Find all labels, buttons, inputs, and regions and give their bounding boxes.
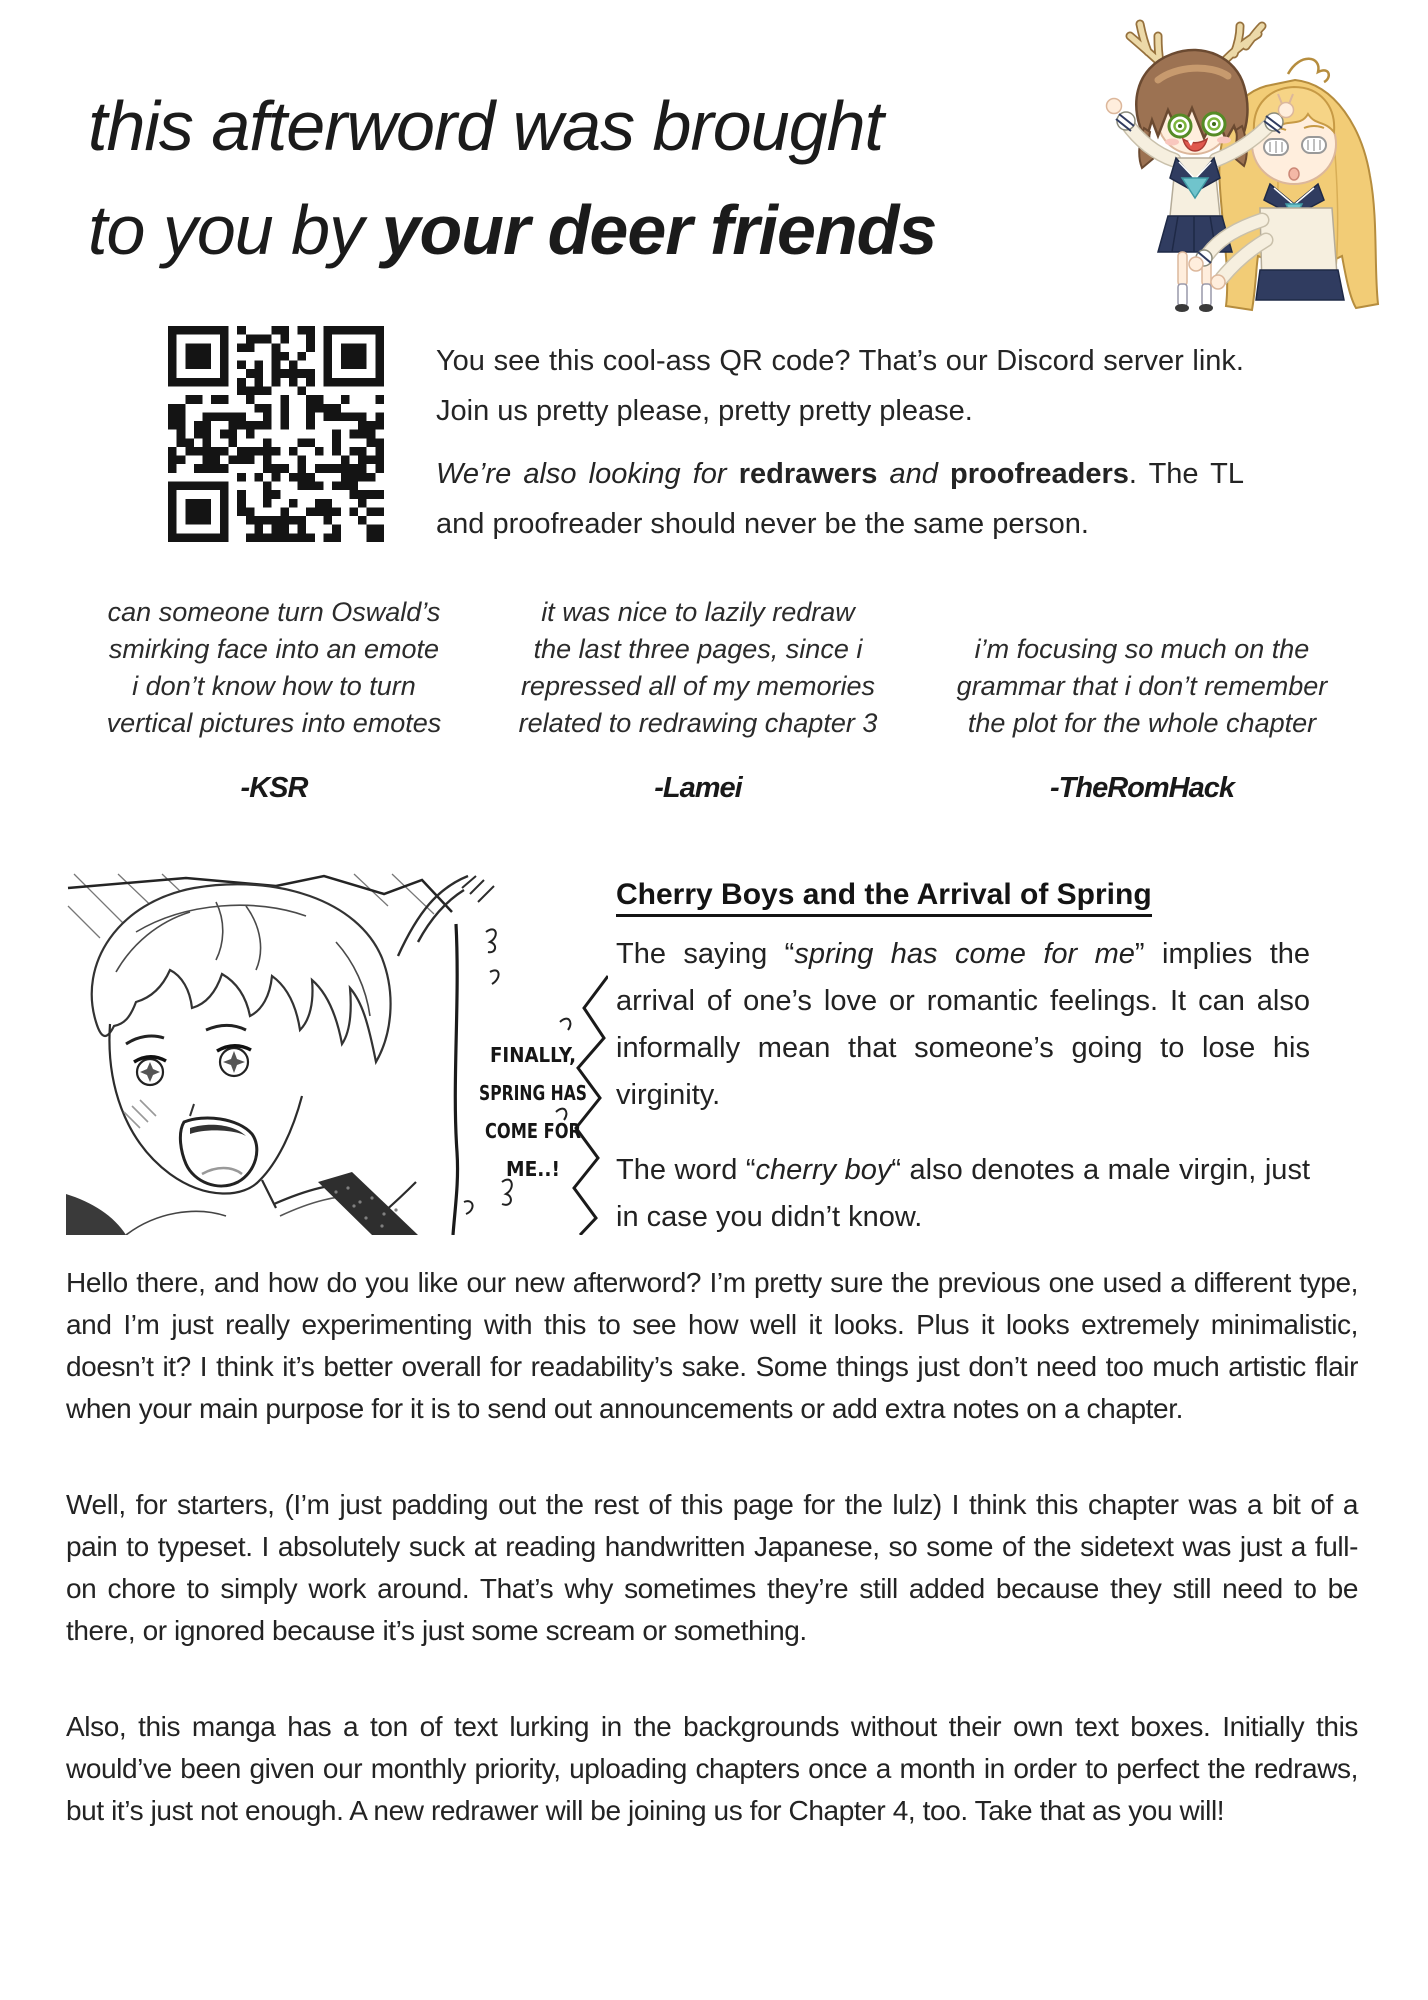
note-heading: Cherry Boys and the Arrival of Spring bbox=[616, 878, 1310, 912]
svg-text:COME FOR: COME FOR bbox=[485, 1119, 581, 1143]
body-paragraph-1: Hello there, and how do you like our new afterword? I’m pretty sure the previous one used a different type, and I’m just really experimenting with this to see how well it looks. Plus it looks extremely minimalistic, doesn’t it? I think it’s better overall for readability’s sake. Some things just don’t need too much artistic flair when your main purpose for it is to send out announcements or add extra notes on a chapter. bbox=[66, 1267, 1358, 1424]
note-paragraph-1: The saying “spring has come for me” implies the arrival of one’s love or romantic feelings. It can also informally mean that someone’s going to lose his virginity. bbox=[616, 938, 1311, 1111]
body-paragraph-3: Also, this manga has a ton of text lurking in the backgrounds without their own text boxes. Initially this would’ve been given our monthly priority, uploading chapters once a month in order to perfect the redraws, but it’s just not enough. A new redrawer will be joining us for Chapter 4, too. Take that as you will! bbox=[66, 1711, 1358, 1826]
credit-quote-theromhack: i’m focusing so much on the grammar that i don’t remember the plot for the whole chapter bbox=[956, 634, 1328, 738]
qr-invite-paragraph: You see this cool-ass QR code? That’s our Discord server link. Join us pretty please, pretty pretty please. bbox=[436, 345, 1244, 427]
manga-panel bbox=[66, 872, 608, 1235]
page-title-bold: your deer friends bbox=[381, 191, 937, 269]
svg-text:FINALLY,: FINALLY, bbox=[490, 1043, 576, 1067]
page-title-line1: this afterword was brought bbox=[88, 87, 883, 165]
signature-theromhack: -TheRomHack bbox=[1050, 772, 1234, 804]
discord-qr-code bbox=[168, 326, 384, 542]
credit-quote-ksr: can someone turn Oswald’s smirking face into an emote i don’t know how to turn vertical pictures into emotes bbox=[106, 597, 442, 738]
svg-text:SPRING HAS: SPRING HAS bbox=[479, 1081, 587, 1105]
qr-description bbox=[436, 336, 1244, 549]
credit-quote-lamei: it was nice to lazily redraw the last three pages, since i repressed all of my memories related to redrawing chapter 3 bbox=[518, 597, 878, 738]
translation-note bbox=[616, 878, 1310, 1241]
page-title-line2: to you by your deer friends bbox=[88, 191, 937, 269]
body-paragraph-2: Well, for starters, (I’m just padding out the rest of this page for the lulz) I think this chapter was a bit of a pain to typeset. I absolutely suck at reading handwritten Japanese, so some of the sidetext was just a full-on chore to simply work around. That’s why sometimes they’re still added because they still need to be there, or ignored because it’s just some scream or something. bbox=[66, 1489, 1358, 1646]
signature-lamei: -Lamei bbox=[654, 772, 742, 804]
recruitment-paragraph: We’re also looking for redrawers and proofreaders. The TL and proofreader should never be the same person. bbox=[436, 458, 1245, 540]
signature-ksr: -KSR bbox=[240, 772, 308, 804]
note-paragraph-2: The word “cherry boy“ also denotes a male virgin, just in case you didn’t know. bbox=[616, 1154, 1310, 1233]
svg-text:ME..!: ME..! bbox=[506, 1157, 560, 1181]
afterword-body bbox=[66, 1262, 1358, 1832]
deer-girls-mascot-illustration bbox=[1080, 8, 1390, 314]
page-title bbox=[88, 74, 936, 282]
